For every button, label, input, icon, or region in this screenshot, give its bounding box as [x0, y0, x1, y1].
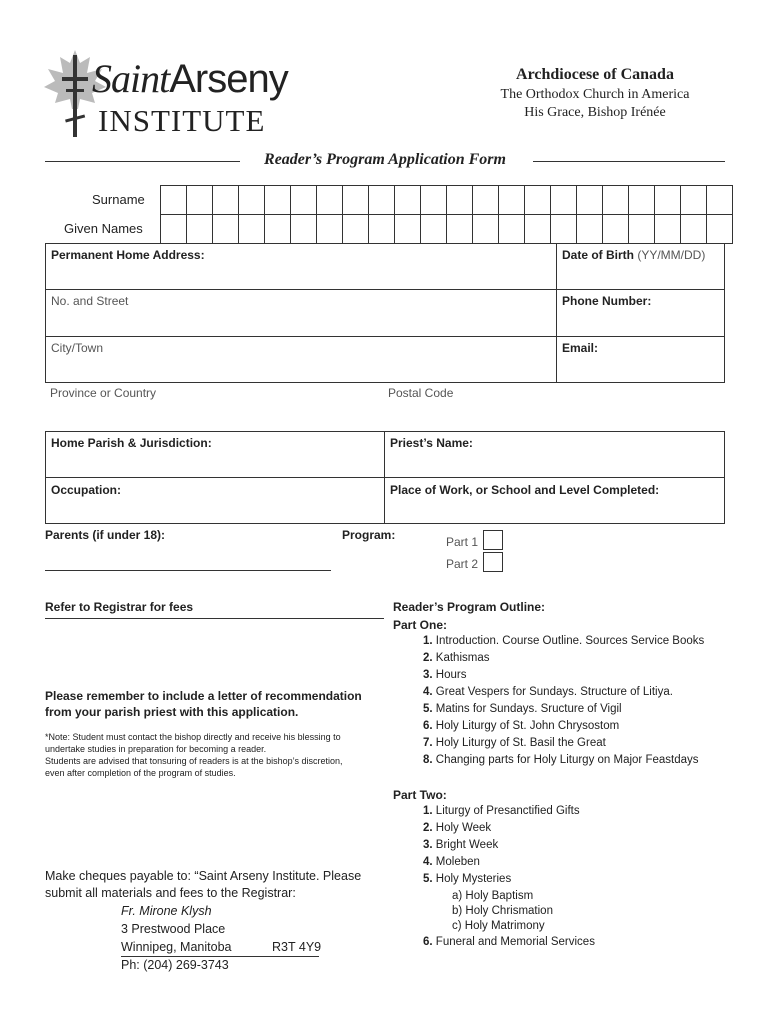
part-one-heading: Part One:	[393, 618, 448, 632]
parents-input-line[interactable]	[45, 570, 331, 571]
date-format-label: (YY/MM/DD)	[637, 248, 706, 262]
given-names-grid[interactable]	[160, 214, 732, 244]
home-parish-field[interactable]: Home Parish & Jurisdiction:	[51, 436, 212, 450]
divider	[45, 477, 725, 478]
logo	[40, 45, 310, 140]
email-field[interactable]: Email:	[562, 341, 599, 355]
part2-label: Part 2	[446, 557, 479, 571]
logo-word-institute: INSTITUTE	[98, 103, 266, 138]
part-one-item: 1. Introduction. Course Outline. Sources Service Books	[423, 635, 705, 647]
part-two-item: 6. Funeral and Memorial Services	[423, 936, 595, 948]
mystery-item: c) Holy Matrimony	[452, 920, 545, 932]
permanent-address-field[interactable]: Permanent Home Address:	[51, 248, 205, 262]
note-line4: even after completion of the program of studies.	[45, 768, 236, 778]
reminder-line2: from your parish priest with this application.	[45, 705, 299, 719]
cheques-line1: Make cheques payable to: “Saint Arseny Institute. Please	[45, 869, 362, 883]
divider	[384, 431, 385, 524]
date-of-birth-field[interactable]	[562, 248, 705, 262]
part-one-item: 6. Holy Liturgy of St. John Chrysostom	[423, 720, 620, 732]
part1-label: Part 1	[446, 535, 479, 549]
title-rule-left	[45, 161, 240, 162]
part2-checkbox[interactable]	[483, 552, 503, 572]
date-of-birth-label: Date of Birth	[562, 248, 634, 262]
church-name: The Orthodox Church in America	[500, 87, 690, 102]
registrar-postal: R3T 4Y9	[272, 940, 322, 954]
part-one-item: 3. Hours	[423, 669, 467, 681]
divider	[45, 618, 384, 619]
reminder-line1: Please remember to include a letter of recommendation	[45, 689, 362, 703]
part-one-item: 4. Great Vespers for Sundays. Structure of Litiya.	[423, 686, 673, 698]
part-two-heading: Part Two:	[393, 788, 447, 802]
registrar-address2: Winnipeg, Manitoba	[121, 940, 232, 954]
program-label: Program:	[342, 528, 396, 542]
postal-code-field[interactable]: Postal Code	[388, 386, 454, 400]
given-names-label: Given Names	[64, 221, 143, 236]
part-two-item: 2. Holy Week	[423, 822, 492, 834]
note-line3: Students are advised that tonsuring of readers is at the bishop’s discretion,	[45, 756, 343, 766]
part1-checkbox[interactable]	[483, 530, 503, 550]
form-title: Reader’s Program Application Form	[264, 151, 506, 168]
surname-label: Surname	[92, 192, 145, 207]
part-two-item: 4. Moleben	[423, 856, 480, 868]
cheques-line2: submit all materials and fees to the Registrar:	[45, 886, 296, 900]
divider	[121, 956, 319, 957]
surname-grid[interactable]	[160, 185, 732, 215]
bishop-name: His Grace, Bishop Irénée	[524, 105, 666, 120]
title-rule-right	[533, 161, 725, 162]
divider	[556, 243, 557, 383]
note-line1: *Note: Student must contact the bishop directly and receive his blessing to	[45, 732, 341, 742]
divider	[45, 289, 725, 290]
street-field[interactable]: No. and Street	[51, 294, 129, 308]
phone-field[interactable]: Phone Number:	[562, 294, 652, 308]
logo-word-saint: Saint	[92, 56, 170, 101]
mystery-item: b) Holy Chrismation	[452, 905, 553, 917]
mystery-item: a) Holy Baptism	[452, 890, 534, 902]
place-of-work-field[interactable]: Place of Work, or School and Level Completed:	[390, 483, 660, 497]
logo-word-arseny: Arseny	[169, 57, 288, 101]
divider	[45, 336, 725, 337]
registrar-name: Fr. Mirone Klysh	[121, 904, 212, 918]
city-field[interactable]: City/Town	[51, 341, 104, 355]
part-two-item: 3. Bright Week	[423, 839, 499, 851]
address-block	[45, 243, 725, 383]
occupation-field[interactable]: Occupation:	[51, 483, 122, 497]
part-two-item: 1. Liturgy of Presanctified Gifts	[423, 805, 580, 817]
registrar-fees-note: Refer to Registrar for fees	[45, 600, 194, 614]
registrar-phone: Ph: (204) 269-3743	[121, 958, 229, 972]
part-two-item: 5. Holy Mysteries	[423, 873, 512, 885]
outline-title: Reader’s Program Outline:	[393, 600, 546, 614]
note-line2: undertake studies in preparation for becoming a reader.	[45, 744, 267, 754]
province-field[interactable]: Province or Country	[50, 386, 157, 400]
archdiocese-title: Archdiocese of Canada	[516, 66, 674, 83]
priest-name-field[interactable]: Priest’s Name:	[390, 436, 473, 450]
part-one-item: 8. Changing parts for Holy Liturgy on Major Feastdays	[423, 754, 699, 766]
part-one-item: 2. Kathismas	[423, 652, 490, 664]
registrar-address1: 3 Prestwood Place	[121, 922, 226, 936]
part-one-item: 5. Matins for Sundays. Sructure of Vigil	[423, 703, 622, 715]
parents-label: Parents (if under 18):	[45, 528, 166, 542]
part-one-item: 7. Holy Liturgy of St. Basil the Great	[423, 737, 606, 749]
